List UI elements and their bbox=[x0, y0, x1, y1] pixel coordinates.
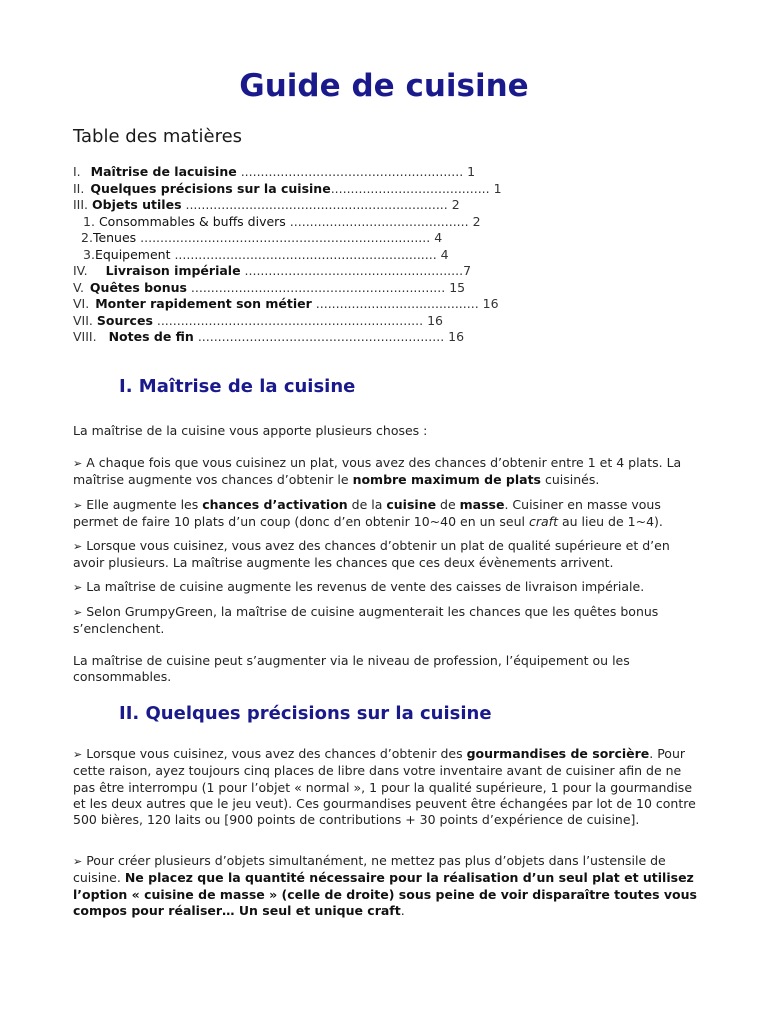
toc-number: 1. bbox=[83, 213, 95, 229]
bullet-item: ➢ Selon GrumpyGreen, la maîtrise de cuisine augmenterait les chances que les quêtes bonus s’enclenchent. bbox=[73, 604, 659, 637]
toc-page: 16 bbox=[444, 329, 465, 344]
toc-number: 3. bbox=[83, 246, 95, 262]
arrow-bullet-icon: ➢ bbox=[73, 855, 83, 868]
toc-dots: ....................................................... bbox=[240, 263, 464, 278]
toc-entry[interactable] bbox=[73, 296, 573, 313]
bullet-item: ➢ Elle augmente les chances d’activation de la cuisine de masse. Cuisiner en masse vous permet de faire 10 plats d’un coup (donc d’en obtenir 10~40 en un seul craft au lieu de 1~4). bbox=[73, 497, 663, 530]
toc-dots: ................................................................ bbox=[186, 279, 446, 295]
paragraph: La maîtrise de cuisine peut s’augmenter via le niveau de profession, l’équipement ou les consommables. bbox=[73, 653, 630, 685]
toc-dots: .................................................................. bbox=[170, 246, 437, 262]
toc-entry[interactable] bbox=[73, 280, 573, 297]
toc-dots: ......................................................................... bbox=[136, 230, 431, 245]
toc-page: 4 bbox=[430, 230, 443, 245]
arrow-bullet-icon: ➢ bbox=[73, 499, 83, 512]
toc-title: Sources bbox=[96, 312, 153, 328]
toc-title: Quelques précisions sur la cuisine bbox=[90, 180, 331, 196]
toc-page: 1 bbox=[463, 164, 476, 179]
paragraph: La maîtrise de la cuisine vous apporte plusieurs choses : bbox=[73, 423, 428, 438]
toc-title: Objets utiles bbox=[92, 197, 182, 212]
bullet-item: ➢ Lorsque vous cuisinez, vous avez des chances d’obtenir un plat de qualité supérieure et d’en avoir plusieurs. La maîtrise augmente les chances que ces deux évènements arrivent. bbox=[73, 538, 670, 571]
toc-dots: .............................................................. bbox=[193, 329, 445, 344]
toc-title: Equipement bbox=[94, 246, 171, 262]
page-title: Guide de cuisine bbox=[239, 68, 529, 104]
toc-page: 16 bbox=[423, 312, 443, 328]
arrow-bullet-icon: ➢ bbox=[73, 540, 83, 553]
toc-dots: ........................................................ bbox=[236, 164, 464, 179]
toc-number: V. bbox=[73, 279, 84, 295]
toc-number: 2. bbox=[81, 230, 93, 245]
toc-page: 15 bbox=[445, 279, 466, 295]
bullet-item: ➢ La maîtrise de cuisine augmente les revenus de vente des caisses de livraison impériale. bbox=[73, 579, 645, 594]
bullet-item: ➢ Lorsque vous cuisinez, vous avez des chances d’obtenir des gourmandises de sorcière. Pour cette raison, ayez toujours cinq places de libre dans votre inventaire avant de cuisiner afin de ne pas être interrompu (1 pour l’objet « normal », 1 pour la qualité supérieure, 1 pour la gourmandise et les deux autres que le jeu veut). Ces gourmandises peuvent être échangées par lot de 10 contre 500 bières, 120 laits ou [900 points de contributions + 30 points d’expérience de cuisine]. bbox=[73, 746, 696, 828]
section-title: I. Maîtrise de la cuisine bbox=[119, 376, 356, 397]
arrow-bullet-icon: ➢ bbox=[73, 606, 83, 619]
toc-number: VIII. bbox=[73, 329, 97, 344]
toc-dots: ........................................ bbox=[330, 180, 490, 196]
toc-heading: Table des matières bbox=[73, 126, 243, 147]
toc-title: Maîtrise de lacuisine bbox=[90, 164, 237, 179]
section-title: II. Quelques précisions sur la cuisine bbox=[119, 703, 492, 724]
toc-page: 16 bbox=[478, 296, 499, 311]
bullet-item: ➢ Pour créer plusieurs d’objets simultanément, ne mettez pas plus d’objets dans l’ustensile de cuisine. Ne placez que la quantité nécessaire pour la réalisation d’un seul plat et utilisez l’option « cuisine de masse » (celle de droite) sous peine de voir disparaître toutes vous compos pour réaliser… Un seul et unique craft. bbox=[73, 853, 697, 918]
toc-title: Livraison impériale bbox=[105, 263, 241, 278]
bullet-item: ➢ A chaque fois que vous cuisinez un plat, vous avez des chances d’obtenir entre 1 et 4 plats. La maîtrise augmente vos chances d’obtenir le nombre maximum de plats cuisinés. bbox=[73, 455, 682, 488]
toc-number: VI. bbox=[73, 296, 90, 311]
toc-entry[interactable] bbox=[73, 181, 573, 198]
toc-dots: .................................................................. bbox=[181, 197, 448, 212]
toc-dots: ......................................... bbox=[311, 296, 479, 311]
toc-number: VII. bbox=[73, 312, 93, 328]
toc-dots: ................................................................... bbox=[152, 312, 424, 328]
toc-page: 2 bbox=[447, 197, 460, 212]
toc-page: 1 bbox=[489, 180, 502, 196]
toc-title: Quêtes bonus bbox=[89, 279, 187, 295]
toc-entry[interactable] bbox=[73, 214, 573, 231]
toc-entry[interactable] bbox=[73, 230, 573, 247]
toc-entry[interactable] bbox=[73, 197, 573, 214]
toc-number: III. bbox=[73, 197, 89, 212]
toc-number: I. bbox=[73, 164, 81, 179]
toc-title: Tenues bbox=[92, 230, 137, 245]
toc-dots: ............................................. bbox=[285, 213, 469, 229]
toc-entry[interactable] bbox=[73, 164, 573, 181]
toc-page: 2 bbox=[468, 213, 481, 229]
toc-number: IV. bbox=[73, 263, 88, 278]
toc-entry[interactable] bbox=[73, 247, 573, 264]
arrow-bullet-icon: ➢ bbox=[73, 748, 83, 761]
arrow-bullet-icon: ➢ bbox=[73, 457, 83, 470]
toc-title: Notes de fin bbox=[108, 329, 194, 344]
table-of-contents bbox=[73, 164, 573, 346]
toc-number: II. bbox=[73, 180, 85, 196]
toc-page: 7 bbox=[463, 263, 472, 278]
toc-entry[interactable] bbox=[73, 263, 573, 280]
toc-page: 4 bbox=[436, 246, 449, 262]
toc-entry[interactable] bbox=[73, 313, 573, 330]
toc-title: Consommables & buffs divers bbox=[98, 213, 286, 229]
toc-entry[interactable] bbox=[73, 329, 573, 346]
toc-title: Monter rapidement son métier bbox=[95, 296, 312, 311]
arrow-bullet-icon: ➢ bbox=[73, 581, 83, 594]
